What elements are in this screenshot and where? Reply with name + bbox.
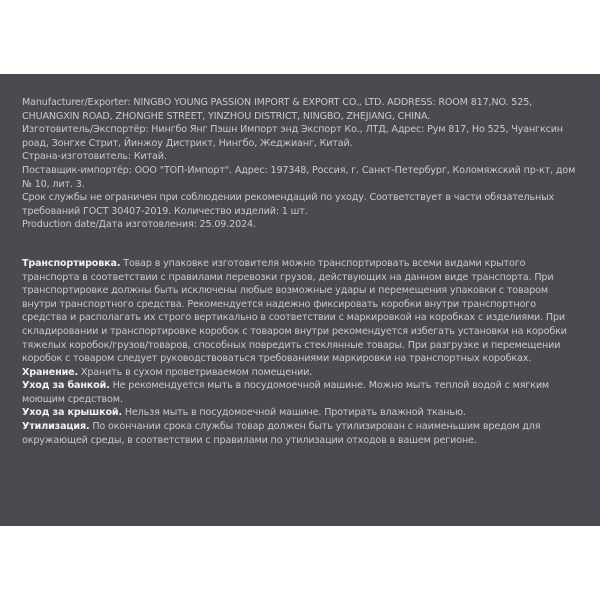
importer-info: Поставщик-импортёр: ООО "ТОП-Импорт". Адрес: 197348, Россия, г. Санкт-Петербург, Коломяжский пр-кт, дом № 10, лит. 3. bbox=[22, 164, 576, 190]
manufacturer-info bbox=[22, 96, 578, 232]
manufacturer-ru: Изготовитель/Экспортёр: Нингбо Янг Пэшн Импорт энд Экспорт Ко., ЛТД, Адрес: Рум 817, Но 525, Чуангксин роад, Зонгхе Стрит, Йинжоу Дистрикт, Нингбо, Жеджианг, Китай. bbox=[22, 124, 563, 149]
transport-text: Товар в упаковке изготовителя можно транспортировать всеми видами крытого транспорта в соответствии с правилами перевозки грузов, действующих на данном виде транспорта. При транспортировке должны быть исключены любые возможные удары и перемещения упаковки с товаром внутри транспортного средства. Рекомендуется надежно фиксировать коробки внутри транспортного средства и располагать их строго вертикально в соответствии с маркировкой на коробках с изделиями. При складировании и транспортировке коробок с товаром внутри рекомендуется избегать установки на коробки тяжелых коробок/грузов/товаров, способных повредить стеклянные товары. При разгрузке и перемещении коробок с товаром следует руководствоваться требованиями маркировки на транспортных коробках. bbox=[22, 257, 567, 365]
transport-heading: Транспортировка. bbox=[22, 257, 121, 269]
jar-care-heading: Уход за банкой. bbox=[22, 380, 110, 392]
storage-heading: Хранение. bbox=[22, 366, 79, 378]
lid-care-section bbox=[22, 406, 578, 420]
country-of-origin: Страна-изготовитель: Китай. bbox=[22, 151, 167, 163]
storage-text: Хранить в сухом проветриваемом помещении. bbox=[78, 366, 313, 378]
care-instructions bbox=[22, 257, 578, 447]
production-date: Production date/Дата изготовления: 25.09.2024. bbox=[22, 219, 256, 231]
jar-care-section bbox=[22, 379, 578, 406]
disposal-text: По окончании срока службы товар должен быть утилизирован с наименьшим вредом для окружающей среды, в соответствии с правилами по утилизации отходов в вашем регионе. bbox=[22, 421, 541, 446]
transport-section bbox=[22, 257, 578, 366]
manufacturer-en: Manufacturer/Exporter: NINGBO YOUNG PASSION IMPORT & EXPORT CO., LTD. ADDRESS: ROOM 817,NO. 525, CHUANGXIN ROAD, ZHONGHE STREET, YINZHOU DISTRICT, NINGBO, ZHEJIANG, CHINA. bbox=[22, 97, 533, 122]
jar-care-text: Не рекомендуется мыть в посудомоечной машине. Можно мыть теплой водой с мягким моющим средством. bbox=[22, 380, 550, 405]
lid-care-text: Нельзя мыть в посудомоечной машине. Протирать влажной тканью. bbox=[121, 407, 466, 419]
service-life-info: Срок службы не ограничен при соблюдении рекомендаций по уходу. Соответствует в части обязательных требований ГОСТ 30407-2019. Количество изделий: 1 шт. bbox=[22, 192, 555, 217]
product-label-panel bbox=[0, 74, 600, 526]
storage-section bbox=[22, 366, 578, 380]
lid-care-heading: Уход за крышкой. bbox=[22, 407, 122, 419]
disposal-section bbox=[22, 420, 578, 447]
disposal-heading: Утилизация. bbox=[22, 421, 90, 433]
